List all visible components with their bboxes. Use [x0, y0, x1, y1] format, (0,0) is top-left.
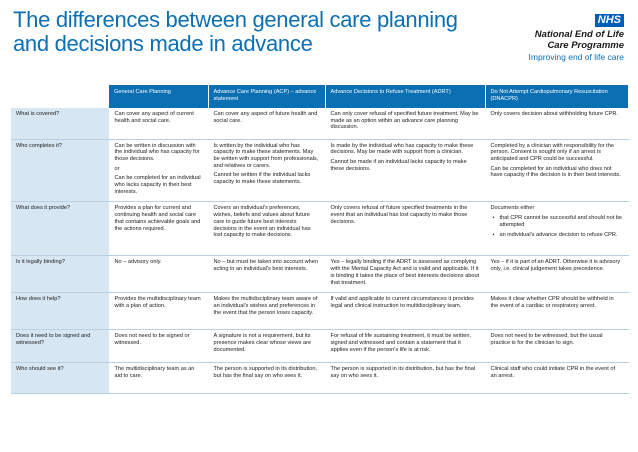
table-row	[11, 330, 628, 363]
row-header: What is covered?	[11, 108, 109, 139]
cell-text: Provides the multidisciplinary team with a plan of action.	[114, 296, 201, 309]
cell-text: Covers an individual's preferences, wishes, beliefs and values about future care to guide future best interests decisions in the event an individual has lost capacity to make decisions.	[213, 205, 311, 239]
cell-text: Documents either	[490, 205, 535, 212]
nhs-logo	[504, 10, 624, 63]
nhs-badge: NHS	[595, 14, 624, 27]
table-cell	[208, 363, 325, 394]
cell-text: Does not need to be signed or witnessed.	[114, 333, 190, 346]
table-row	[11, 108, 628, 139]
table-cell	[325, 202, 485, 256]
table-cell	[109, 293, 208, 330]
bullet-item: • an individual's advance decision to refuse CPR.	[491, 232, 623, 239]
cell-text: The person is supported in its distribution, but has the final say on who sees it.	[330, 366, 476, 379]
cell-text: Can be written in discussion with the individual who has capacity for those decisions.	[114, 142, 200, 162]
cell-text: Can be completed for an individual who does not have capacity if the decision is in their best interests.	[490, 165, 621, 179]
page-title	[13, 8, 483, 56]
table-row	[11, 256, 628, 293]
cell-text: Can only cover refusal of specified future treatment. May be made as an option within an advance care planning discussion.	[330, 111, 479, 131]
table-row	[11, 202, 628, 256]
logo-tagline: Improving end of life care	[528, 52, 624, 62]
table-cell	[208, 293, 325, 330]
column-header-acp: Advance Care Planning (ACP) – advance statement	[208, 85, 325, 108]
cell-text: Clinical staff who could initiate CPR in the event of an arrest.	[490, 366, 616, 379]
table-row	[11, 363, 628, 394]
table-cell	[109, 256, 208, 293]
cell-text: Can cover any aspect of future health and social care.	[213, 111, 318, 124]
row-header: Does it need to be signed and witnessed?	[11, 330, 109, 363]
title-line-1: The differences between general care planning	[13, 7, 458, 32]
cell-text: Cannot be written if the individual lacks capacity to make these statements.	[213, 172, 311, 186]
table-header-row	[11, 85, 628, 108]
table-cell	[325, 139, 485, 202]
table-cell	[325, 108, 485, 139]
cell-text: For refusal of life sustaining treatment, it must be written, signed and witnessed and contain a statement that it applies even if the person's life is at risk.	[330, 333, 472, 353]
row-header: Is it legally binding?	[11, 256, 109, 293]
table-cell	[109, 139, 208, 202]
table-row	[11, 139, 628, 202]
table-cell	[325, 293, 485, 330]
table-body	[11, 108, 628, 394]
column-header-adrt: Advance Decisions to Refuse Treatment (ADRT)	[325, 85, 485, 108]
cell-text: Provides a plan for current and continuing health and social care that contains achievable goals and the actions required.	[114, 205, 201, 232]
comparison-table	[11, 85, 629, 394]
table-cell	[485, 139, 628, 202]
logo-line-2: Care Programme	[547, 40, 624, 51]
cell-text: Is written by the individual who has capacity to make these statements. May be written with support from professionals, and relatives or carers.	[213, 142, 319, 169]
logo-line-1: National End of Life	[534, 29, 624, 40]
table-cell	[485, 293, 628, 330]
title-line-2: and decisions made in advance	[13, 31, 313, 56]
table-cell	[485, 256, 628, 293]
column-header-dnacpr: Do Not Attempt Cardiopulmonary Resuscitation (DNACPR)	[485, 85, 628, 108]
cell-text: Completed by a clinician with responsibility for the person. Consent is sought only if an arrest is anticipated and CPR could be successful.	[490, 142, 614, 162]
table-cell	[208, 139, 325, 202]
cell-text: Is made by the individual who has capacity to make these decisions. May be made with support from a clinician.	[330, 142, 474, 156]
cell-text: The person is supported in its distribution, but has the final say on who sees it.	[213, 366, 318, 379]
table-cell	[109, 108, 208, 139]
table-cell	[208, 256, 325, 293]
table-cell	[325, 256, 485, 293]
cell-text: Cannot be made if an individual lacks capacity to make these decisions.	[330, 158, 467, 172]
cell-text: Makes the multidisciplinary team aware of an individual's wishes and preferences in the event that the person loses capacity.	[213, 296, 318, 316]
cell-text: Can cover any aspect of current health and social care.	[114, 111, 194, 124]
cell-text: A signature is not a requirement, but its presence makes clear whose views are documented.	[213, 333, 312, 353]
cell-text: No – but must be taken into account when acting in an individual's best interests.	[213, 259, 318, 273]
table-cell	[109, 363, 208, 394]
cell-text: Makes it clear whether CPR should be withheld in the event of a cardiac or respiratory arrest.	[490, 296, 614, 309]
table-cell	[485, 330, 628, 363]
table-cell	[208, 108, 325, 139]
row-header: Who should see it?	[11, 363, 109, 394]
row-header: How does it help?	[11, 293, 109, 330]
table-cell	[325, 363, 485, 394]
bullet-list	[491, 215, 623, 238]
table-cell	[485, 108, 628, 139]
row-header: Who completes it?	[11, 139, 109, 202]
column-header-general-care: General Care Planning	[109, 85, 208, 108]
bullet-item: • that CPR cannot be successful and should not be attempted	[491, 215, 623, 228]
row-header: What does it provide?	[11, 202, 109, 256]
cell-text: If valid and applicable to current circumstances it provides legal and clinical instruction to multidisciplinary team.	[330, 296, 474, 309]
cell-text: Yes – legally binding if the ADRT is assessed as complying with the Mental Capacity Act and is valid and applicable. If it is binding it takes the place of best interests decisions about that treatment.	[330, 259, 480, 286]
table-cell	[109, 202, 208, 256]
table-cell	[485, 202, 628, 256]
table-cell	[208, 202, 325, 256]
cell-text: Can be completed for an individual who lacks capacity in their best interests.	[114, 175, 201, 195]
table-row	[11, 293, 628, 330]
cell-text: Does not need to be witnessed, but the usual practice is for the clinician to sign.	[490, 333, 603, 346]
cell-text: or	[114, 165, 120, 172]
cell-text: Only covers decision about withholding future CPR.	[490, 111, 618, 117]
table-cell	[109, 330, 208, 363]
table-cell	[485, 363, 628, 394]
cell-text: Yes – if it is part of an ADRT. Otherwise it is advisory only, i.e. clinical judgement takes precedence.	[490, 259, 621, 273]
cell-text: No – advisory only.	[114, 259, 162, 266]
table-cell	[208, 330, 325, 363]
table-cell	[325, 330, 485, 363]
cell-text: Only covers refusal of future specified treatments in the event that an individual has lost capacity to make those decisions.	[330, 205, 468, 225]
cell-text: The multidisciplinary team as an aid to care.	[114, 366, 195, 379]
header-blank-cell	[11, 85, 109, 108]
